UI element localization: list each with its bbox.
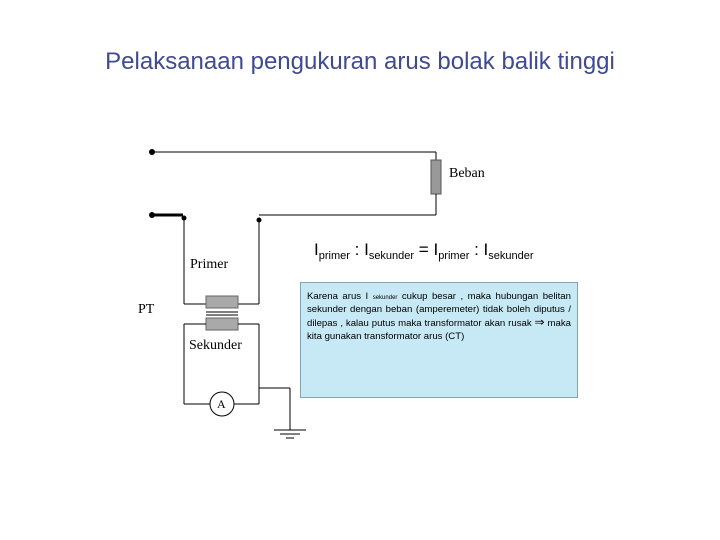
sekunder-label: Sekunder	[189, 338, 242, 353]
formula-i1: I	[314, 240, 319, 259]
formula-sub-primer-1: primer	[318, 250, 350, 262]
formula-sub-sekunder-1: sekunder	[368, 250, 415, 262]
load-label: Beban	[449, 166, 485, 181]
formula-equals: = I	[414, 240, 439, 259]
secondary-winding	[206, 318, 238, 330]
formula-colon-1: : I	[349, 240, 369, 259]
explanation-note	[300, 282, 578, 398]
note-text-3: maka kita gunakan transformator arus (CT)	[307, 318, 571, 342]
note-subscript: sekunder	[372, 295, 398, 301]
formula-sub-primer-2: primer	[438, 250, 470, 262]
pt-label: PT	[138, 302, 155, 317]
note-text-1: Karena arus I	[307, 291, 369, 302]
note-text-2: cukup besar , maka hubungan belitan sekunder dengan beban (amperemeter) tidak boleh diputus / dilepas , kalau putus maka transformator akan rusak	[307, 291, 571, 330]
load-resistor	[431, 160, 441, 194]
current-ratio-formula	[314, 240, 534, 262]
formula-colon-2: : I	[469, 240, 489, 259]
primer-label: Primer	[190, 257, 229, 272]
primary-winding	[206, 296, 238, 308]
formula-sub-sekunder-2: sekunder	[488, 250, 534, 262]
ammeter-label: A	[217, 397, 226, 411]
slide-title: Pelaksanaan pengukuran arus bolak balik tinggi	[105, 48, 615, 75]
implies-arrow-icon: ⇒	[534, 315, 545, 330]
